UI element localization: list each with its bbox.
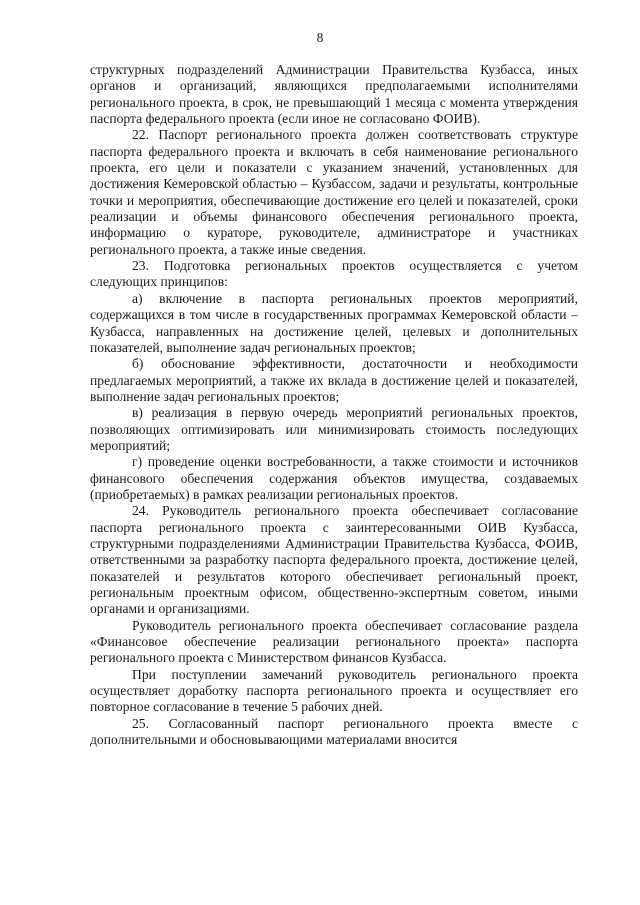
paragraph-23-item-a: а) включение в паспорта региональных проектов мероприятий, содержащихся в том числе в государственных программах Кемеровской области – Кузбасса, направленных на достижение целей, целевых и дополнительных показателей, выполнение задач региональных проектов; <box>90 290 578 355</box>
paragraph-24-remarks: При поступлении замечаний руководитель регионального проекта осуществляет доработку паспорта регионального проекта и осуществляет его повторное согласование в течение 5 рабочих дней. <box>90 666 578 715</box>
paragraph-23-item-v: в) реализация в первую очередь мероприятий региональных проектов, позволяющих оптимизировать или минимизировать стоимость последующих мероприятий; <box>90 405 578 453</box>
document-body <box>90 62 578 748</box>
paragraph-23-item-b: б) обоснование эффективности, достаточности и необходимости предлагаемых мероприятий, а также их вклада в достижение целей и показателей, выполнение задач региональных проектов; <box>90 356 578 404</box>
paragraph-24: 24. Руководитель регионального проекта обеспечивает согласование паспорта регионального проекта с заинтересованными ОИВ Кузбасса, структурными подразделениями Администрации Правительства Кузбасса, ФОИВ, ответственными за разработку паспорта федерального проекта, достижение целей, показателей и результатов которого обеспечивает региональный проект, региональным проектным офисом, общественно-экспертным советом, иными органами и организациями. <box>90 503 578 617</box>
paragraph-22: 22. Паспорт регионального проекта должен соответствовать структуре паспорта федерального проекта и включать в себя наименование регионального проекта, его цели и показатели с указанием значений, установленных для достижения Кемеровской областью – Кузбассом, задачи и результаты, контрольные точки и мероприятия, обеспечивающие достижение его целей и показателей, сроки реализации и объемы финансового обеспечения регионального проекта, информацию о кураторе, руководителе, администраторе и участниках регионального проекта, а также иные сведения. <box>90 127 578 257</box>
paragraph-23: 23. Подготовка региональных проектов осуществляется с учетом следующих принципов: <box>90 258 578 290</box>
paragraph-23-item-g: г) проведение оценки востребованности, а также стоимости и источников финансового обеспечения содержания объектов имущества, создаваемых (приобретаемых) в рамках реализации региональных проектов. <box>90 454 578 502</box>
paragraph-25: 25. Согласованный паспорт регионального проекта вместе с дополнительными и обосновывающими материалами вносится <box>90 715 578 748</box>
page-number: 8 <box>316 30 324 45</box>
paragraph-continuation: структурных подразделений Администрации Правительства Кузбасса, иных органов и организаций, являющихся предполагаемыми исполнителями регионального проекта, в срок, не превышающий 1 месяца с момента утверждения паспорта федерального проекта (если иное не согласовано ФОИВ). <box>90 62 578 127</box>
paragraph-24-finance: Руководитель регионального проекта обеспечивает согласование раздела «Финансовое обеспечение реализации регионального проекта» паспорта регионального проекта с Министерством финансов Кузбасса. <box>90 617 578 666</box>
